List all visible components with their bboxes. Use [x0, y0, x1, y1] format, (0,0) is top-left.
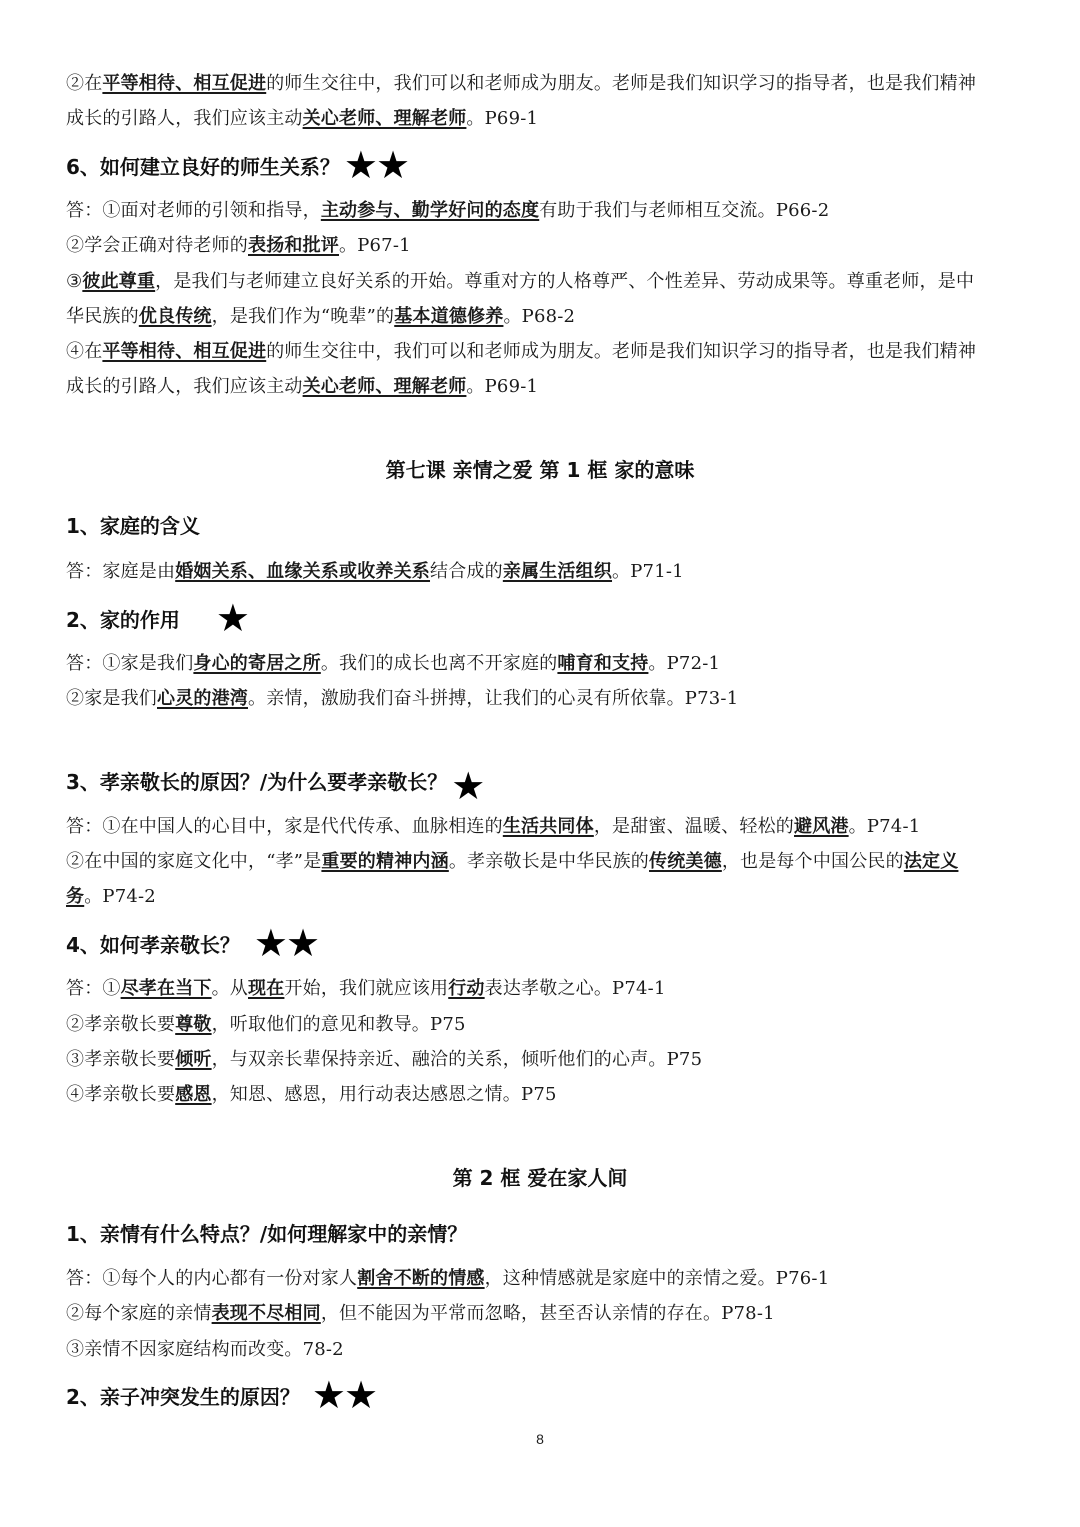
key-term: 倾听 [175, 1049, 212, 1070]
star-icon: ★★ [311, 1373, 377, 1417]
answer-line: 答：①面对老师的引领和指导，主动参与、勤学好问的态度有助于我们与老师相互交流。P66-2 [66, 200, 830, 221]
question-heading: 3、孝亲敬长的原因？/为什么要孝亲敬长？ ★ [66, 764, 484, 808]
answer-line: 答：家庭是由婚姻关系、血缘关系或收养关系结合成的亲属生活组织。P71-1 [66, 561, 684, 582]
key-term: 心灵的港湾 [157, 688, 248, 709]
key-term: 表扬和批评 [248, 235, 339, 256]
answer-line: ②每个家庭的亲情表现不尽相同，但不能因为平常而忽略，甚至否认亲情的存在。P78-1 [66, 1303, 775, 1324]
section-title: 第 2 框 爱在家人间 [452, 1166, 628, 1190]
key-term: 身心的寄居之所 [193, 653, 321, 674]
answer-line: ②在中国的家庭文化中，“孝”是重要的精神内涵。孝亲敬长是中华民族的传统美德，也是每个中国公民的法定义 [66, 851, 959, 872]
answer-line: 答：①家是我们身心的寄居之所。我们的成长也离不开家庭的哺育和支持。P72-1 [66, 653, 721, 674]
key-term: 表现不尽相同 [211, 1303, 321, 1324]
key-term: 优良传统 [138, 306, 212, 327]
answer-line: 成长的引路人，我们应该主动关心老师、理解老师。P69-1 [66, 376, 539, 397]
star-icon: ★ [215, 596, 248, 640]
star-icon: ★★ [343, 143, 409, 187]
question-heading: 4、如何孝亲敬长？ ★★ [66, 921, 319, 965]
key-term: 主动参与、勤学好问的态度 [320, 200, 540, 221]
answer-line: 答：①每个人的内心都有一份对家人割舍不断的情感，这种情感就是家庭中的亲情之爱。P76-1 [66, 1268, 830, 1289]
answer-line: ②学会正确对待老师的表扬和批评。P67-1 [66, 235, 411, 256]
answer-line: ④在平等相待、相互促进的师生交往中，我们可以和老师成为朋友。老师是我们知识学习的指导者，也是我们精神 [66, 341, 977, 362]
question-heading: 2、家的作用 ★ [66, 596, 248, 640]
key-term: 平等相待、相互促进 [102, 73, 267, 94]
page-number: 8 [536, 1431, 544, 1447]
key-term: 亲属生活组织 [502, 561, 613, 582]
answer-line: ③孝亲敬长要倾听，与双亲长辈保持亲近、融洽的关系，倾听他们的心声。P75 [66, 1049, 703, 1070]
key-term: 感恩 [175, 1084, 212, 1105]
key-term: 现在 [248, 978, 285, 999]
key-term: 法定义 [903, 851, 959, 872]
paragraph-line: ②在平等相待、相互促进的师生交往中，我们可以和老师成为朋友。老师是我们知识学习的指导者，也是我们精神 [66, 73, 977, 94]
key-term: 行动 [448, 978, 485, 999]
paragraph-line: 成长的引路人，我们应该主动关心老师、理解老师。P69-1 [66, 108, 539, 129]
key-term: 尽孝在当下 [120, 978, 212, 999]
question-heading: 1、家庭的含义 [66, 514, 200, 538]
answer-line: ③亲情不因家庭结构而改变。78-2 [66, 1339, 344, 1360]
star-icon: ★ [451, 764, 484, 808]
answer-line: 务。P74-2 [66, 886, 156, 907]
question-heading: 1、亲情有什么特点？/如何理解家中的亲情？ [66, 1222, 468, 1246]
key-term: 传统美德 [649, 851, 722, 872]
key-term: 重要的精神内涵 [321, 851, 449, 872]
key-term: 平等相待、相互促进 [102, 341, 267, 362]
key-term: 生活共同体 [502, 816, 594, 837]
key-term: 基本道德修养 [394, 306, 504, 327]
answer-line: ②孝亲敬长要尊敬，听取他们的意见和教导。P75 [66, 1014, 466, 1035]
key-term: 避风港 [794, 816, 849, 837]
question-heading: 6、如何建立良好的师生关系？ ★★ [66, 143, 409, 187]
answer-line: 华民族的优良传统，是我们作为“晚辈”的基本道德修养。P68-2 [66, 306, 576, 327]
key-term: 关心老师、理解老师 [302, 108, 467, 129]
answer-line: 答：①在中国人的心目中，家是代代传承、血脉相连的生活共同体，是甜蜜、温暖、轻松的避风港。P74-1 [66, 816, 921, 837]
answer-line: ④孝亲敬长要感恩，知恩、感恩，用行动表达感恩之情。P75 [66, 1084, 557, 1105]
key-term: 哺育和支持 [557, 653, 649, 674]
key-term: 务 [66, 886, 85, 907]
answer-line: ②家是我们心灵的港湾。亲情，激励我们奋斗拼搏，让我们的心灵有所依靠。P73-1 [66, 688, 739, 709]
key-term: 关心老师、理解老师 [302, 376, 467, 397]
key-term: 彼此尊重 [82, 271, 156, 292]
key-term: 割舍不断的情感 [357, 1268, 485, 1289]
answer-line: 答：①尽孝在当下。从现在开始，我们就应该用行动表达孝敬之心。P74-1 [66, 978, 666, 999]
answer-line: ③彼此尊重，是我们与老师建立良好关系的开始。尊重对方的人格尊严、个性差异、劳动成果等。尊重老师，是中 [66, 271, 975, 292]
key-term: 婚姻关系、血缘关系或收养关系 [175, 561, 431, 582]
key-term: 尊敬 [175, 1014, 212, 1035]
star-icon: ★★ [253, 921, 319, 965]
question-heading: 2、亲子冲突发生的原因？ ★★ [66, 1373, 377, 1417]
lesson-title: 第七课 亲情之爱 第 1 框 家的意味 [385, 458, 695, 482]
